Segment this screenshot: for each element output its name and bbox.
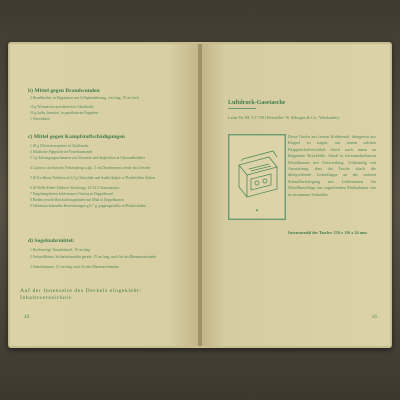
- section-b-heading: b) Mittel gegen Brandwunden: [28, 88, 100, 94]
- section-c-item: 6 20 Wolle-Puder-Tableten- Kelchzugs, 10-12,5 Glasaufsatzes: [30, 186, 120, 190]
- right-page: [202, 44, 390, 346]
- section-c-item: 1 20 g Chlorwasserpulver in Glasflasche: [30, 144, 89, 148]
- title-underline: [228, 108, 256, 109]
- dimensions-line: Inventarzahl der Tasche: 216 x 116 x 54 mm.: [288, 230, 368, 235]
- section-c-item: 4 Laschen, sterilisiertes Verbandzeug u.dgl., 5 cm Durchmesser; ferner das Gewebe: [30, 166, 151, 170]
- section-c-item: 9 Tablettenschutzsalbe-Bezeichnungen g 6,7 g, pappengestellte in Plastikschalen: [30, 204, 146, 208]
- section-c-item: 8 Binden jeweils Beschichtungsbinden aus Mull in Doppelkarton: [30, 198, 124, 202]
- section-b-item: 2 Brandbinden, in Pappkarton mit Cellophanüberzug, 4 m lang, 10 cm breit: [30, 96, 139, 100]
- section-d-item: 1 Hochwertige Tussenklausel, 10 cm lang: [30, 248, 91, 252]
- bag-illustration: [228, 134, 286, 220]
- product-info: Lzsm-Nr. BL 5-17/39 (Hersteller: W. Söhngen & Co., Wiesbaden).: [228, 115, 340, 120]
- section-c-item: 2 Alkalische Puppstifte im Porzellanmantel: [30, 150, 93, 154]
- page-number-left: 44: [24, 314, 30, 320]
- section-c-heading: c) Mittel gegen Kampfstoffschädigungen: [28, 134, 125, 140]
- section-c-item: 7 Entgiftungsdosen kohlensaures Natrion in Doppelbeutel: [30, 192, 114, 196]
- section-c-item: 5 20 Kreißlaus-Tabletten in 2,5 g Glasschale und Saalkicktüpfe u. Plastiktellern Säfters: [30, 176, 156, 180]
- section-b-item: 20 g Salbe, keimfrei, in paraffinierter Pappdose: [30, 111, 99, 115]
- section-b-item: 10 g Wismutschwarztabletten in Glasflasche: [30, 105, 94, 109]
- figure-caption-mark: ▲: [255, 207, 259, 212]
- section-c-item: 3 5 g Aufsaugungsschmaren von Glasseide und dergleichen in Glasrundbehälter: [30, 156, 146, 160]
- section-d-heading: d) Sogelnahrmittel:: [28, 238, 75, 244]
- page-number-right: 45: [372, 314, 378, 320]
- footer-note: Auf der Innenseite des Deckels eingeklebt:: [20, 288, 142, 294]
- open-book: [8, 42, 392, 348]
- product-description: Diese Tasche aus festem Korbbeutel, übergerüst aus Koppel zu tragen, aus einem solchen Klappdeckelverschluß durch nach innen zu klappende Druckfalle. Inhalt in herausnehmbarem Metallkasten mit Unterteilung. Vollständig mit Ausstattung, dass die Tasche durch die übergreifende Lederklappe an der unteren Schnallbefestigung mit Lederriemen für Metallbeschläge aus zugreifenden Maßnahmen vier in zusammen Schnallen.: [288, 134, 376, 197]
- section-d-item: 3 Sinterklammer, 15 cm lang, nach Art des Rheumaverbandes: [30, 265, 119, 269]
- left-page: [10, 44, 198, 346]
- right-page-title: Luftdruck-Gasetasche: [228, 100, 286, 106]
- section-d-item: 2 Verbandblatter, Sicherheitsnadeln gerade, 15 cm lang, nach Art des Rheumaverbandes: [30, 255, 157, 259]
- footer-note-2: Inhaltsverzeichnis: [20, 295, 72, 301]
- section-b-item: 1 Streichkarte: [30, 117, 51, 121]
